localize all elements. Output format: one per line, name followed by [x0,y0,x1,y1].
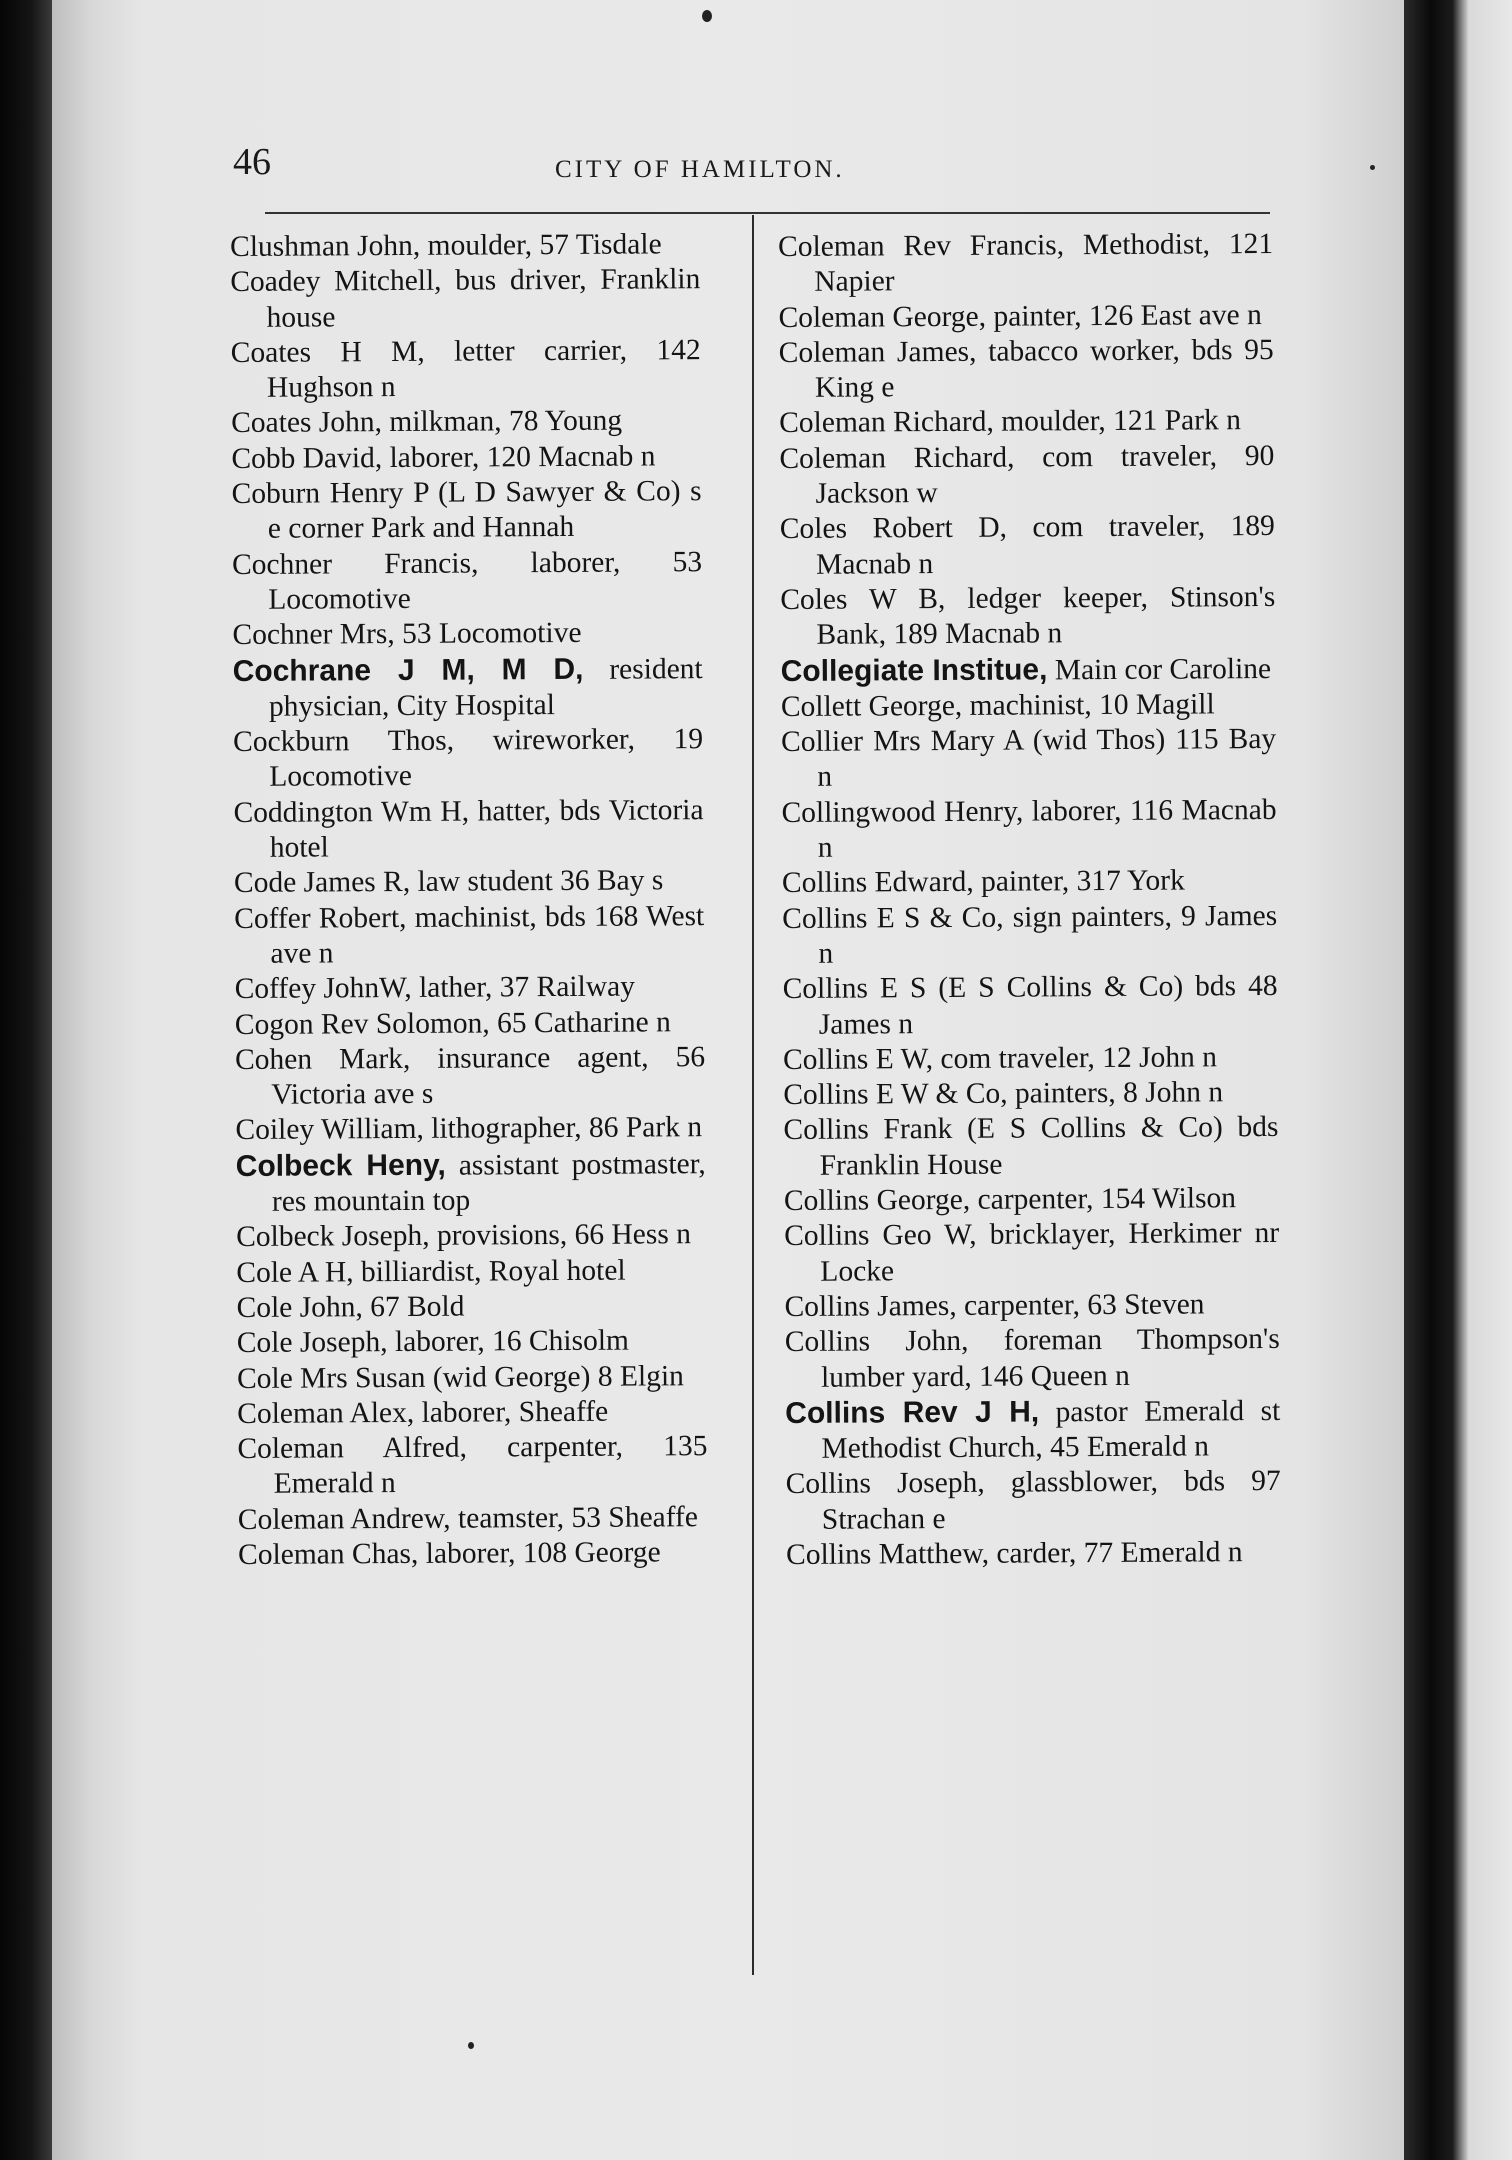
directory-entry [234,863,704,901]
directory-entry [231,439,701,477]
entry-text: Coleman Chas, laborer, 108 George [237,1536,661,1571]
entry-text: Coleman George, painter, 126 East ave n [778,298,1262,334]
directory-entry [236,1253,706,1291]
entry-text: Coddington Wm H, hatter, bds Victoria hotel [233,793,704,864]
directory-entry [779,403,1274,441]
entry-text: Collier Mrs Mary A (wid Thos) 115 Bay n [781,723,1277,794]
directory-entry [236,1217,706,1255]
directory-entry [784,1287,1279,1325]
entry-text: Coates John, milkman, 78 Young [231,405,623,440]
directory-entry [235,1040,705,1113]
entry-text: Code James R, law student 36 Bay s [233,864,664,900]
directory-entry [232,615,702,653]
directory-entry [781,687,1276,725]
directory-entry [783,1110,1278,1184]
entry-text: Collins Matthew, carder, 77 Emerald n [785,1536,1243,1571]
entry-text: Coleman Richard, moulder, 121 Park n [779,404,1241,440]
entry-text: Cobb David, laborer, 120 Macnab n [231,440,656,475]
entry-text: Collins Edward, painter, 317 York [781,864,1185,900]
directory-entry [236,1288,706,1326]
directory-entry [782,899,1277,973]
ink-speck [468,2042,474,2049]
directory-entry [237,1323,707,1361]
entry-text: Coles Robert D, com traveler, 189 Macnab n [779,510,1275,581]
directory-entry [238,1535,708,1573]
entry-bold-name: Cochrane J M, M D, [232,652,584,688]
directory-entry [781,651,1276,690]
column-divider [752,215,754,1975]
left-column [230,227,708,1573]
directory-entry [235,1111,705,1149]
directory-entry [235,1005,705,1043]
entry-text: Main cor Caroline [1047,652,1272,686]
entry-text: Collins Geo W, bricklayer, Herkimer nr Locke [784,1217,1280,1288]
entry-text: Coates H M, letter carrier, 142 Hughson n [230,334,701,404]
entry-text: Cockburn Thos, wireworker, 19 Locomotive [233,723,704,794]
entry-text: Cogon Rev Solomon, 65 Catharine n [234,1005,671,1041]
entry-text: Collins Joseph, glassblower, bds 97 Strachan e [785,1465,1281,1536]
entry-text: Collins E S (E S Collins & Co) bds 48 James n [782,970,1278,1041]
entry-text: Coffey JohnW, lather, 37 Railway [234,970,636,1006]
header-rule [265,212,1270,214]
entry-text: Cole John, 67 Bold [236,1290,465,1324]
entry-text: Coiley William, lithographer, 86 Park n [235,1111,703,1147]
directory-entry [233,651,703,725]
running-head: CITY OF HAMILTON. [555,156,845,183]
directory-entry [237,1394,707,1432]
directory-entry [786,1535,1281,1573]
directory-entry [784,1216,1279,1290]
entry-text: resident physician, City Hospital [268,652,703,723]
entry-text: Cole Mrs Susan (wid George) 8 Elgin [236,1359,684,1395]
ink-speck [702,10,712,22]
entry-text: Coleman James, tabacco worker, bds 95 King e [778,333,1274,404]
entry-text: Collins E W, com traveler, 12 John n [782,1041,1218,1076]
ink-speck [1370,165,1375,170]
directory-entry [783,1040,1278,1078]
directory-entry [784,1181,1279,1219]
entry-bold-name: Colbeck Heny, [235,1148,446,1183]
entry-text: Coburn Henry P (L D Sawyer & Co) s e corner Park and Hannah [231,475,702,546]
directory-entry [231,333,701,406]
directory-entry [786,1464,1281,1538]
directory-entry [780,580,1275,654]
directory-entry [231,404,701,442]
entry-text: Collins James, carpenter, 63 Steven [784,1288,1205,1323]
entry-text: Collins John, foreman Thompson's lumber yard, 146 Queen n [784,1323,1280,1394]
entry-bold-name: Collins Rev J H, [785,1395,1040,1430]
directory-entry [782,863,1277,901]
directory-entry [230,262,700,335]
directory-entry [236,1146,706,1220]
directory-entry [235,969,705,1007]
entry-text: Collingwood Henry, laborer, 116 Macnab n [781,793,1277,864]
directory-entry [781,793,1276,867]
entry-text: Clushman John, moulder, 57 Tisdale [230,228,662,263]
directory-entry [230,227,700,265]
entry-text: Cole Joseph, laborer, 16 Chisolm [236,1324,630,1360]
entry-text: Coadey Mitchell, bus driver, Franklin house [230,263,701,334]
entry-text: Coleman Richard, com traveler, 90 Jackson w [779,439,1275,510]
directory-entry [779,439,1274,513]
entry-text: Cochner Mrs, 53 Locomotive [232,617,582,652]
entry-text: Cohen Mark, insurance agent, 56 Victoria ave s [234,1040,706,1111]
entry-text: Colbeck Joseph, provisions, 66 Hess n [236,1218,692,1254]
entry-text: Collins Frank (E S Collins & Co) bds Franklin House [783,1111,1279,1182]
directory-entry [238,1500,708,1538]
directory-entry [783,1075,1278,1113]
directory-entry [778,298,1273,336]
directory-entry [237,1429,707,1502]
page-number: 46 [233,141,271,183]
directory-entry [232,545,702,618]
directory-entry [234,899,704,972]
entry-bold-name: Collegiate Institue, [780,652,1048,688]
directory-entry [233,722,703,795]
left-binding-edge [0,0,52,2160]
entry-text: Coleman Alfred, carpenter, 135 Emerald n [237,1430,708,1501]
directory-entry [233,793,703,866]
entry-text: Collins E S & Co, sign painters, 9 James n [782,899,1278,970]
directory-entry [237,1359,707,1397]
entry-text: Cole A H, billiardist, Royal hotel [236,1254,626,1289]
entry-text: Coleman Andrew, teamster, 53 Sheaffe [237,1500,698,1536]
right-column [778,227,1281,1573]
entry-text: Coles W B, ledger keeper, Stinson's Bank, 189 Macnab n [780,580,1276,652]
directory-entry [785,1393,1280,1468]
entry-text: Cochner Francis, laborer, 53 Locomotive [231,545,703,616]
right-binding-edge [1404,0,1512,2160]
directory-entry [779,333,1274,407]
entry-text: assistant postmaster, res mountain top [271,1147,706,1218]
directory-entry [232,474,702,547]
directory-entry [781,722,1276,796]
entry-text: Collett George, machinist, 10 Magill [780,688,1215,723]
entry-text: pastor Emerald st Methodist Church, 45 Emerald n [821,1394,1281,1465]
directory-entry [778,227,1273,301]
directory-entry [783,969,1278,1043]
directory-entry [780,509,1275,583]
directory-entry [785,1322,1280,1396]
entry-text: Coleman Rev Francis, Methodist, 121 Napier [778,227,1274,299]
entry-text: Collins George, carpenter, 154 Wilson [783,1182,1237,1217]
entry-text: Coleman Alex, laborer, Sheaffe [237,1395,609,1430]
entry-text: Coffer Robert, machinist, bds 168 West ave n [234,899,705,970]
entry-text: Collins E W & Co, painters, 8 John n [783,1076,1224,1112]
